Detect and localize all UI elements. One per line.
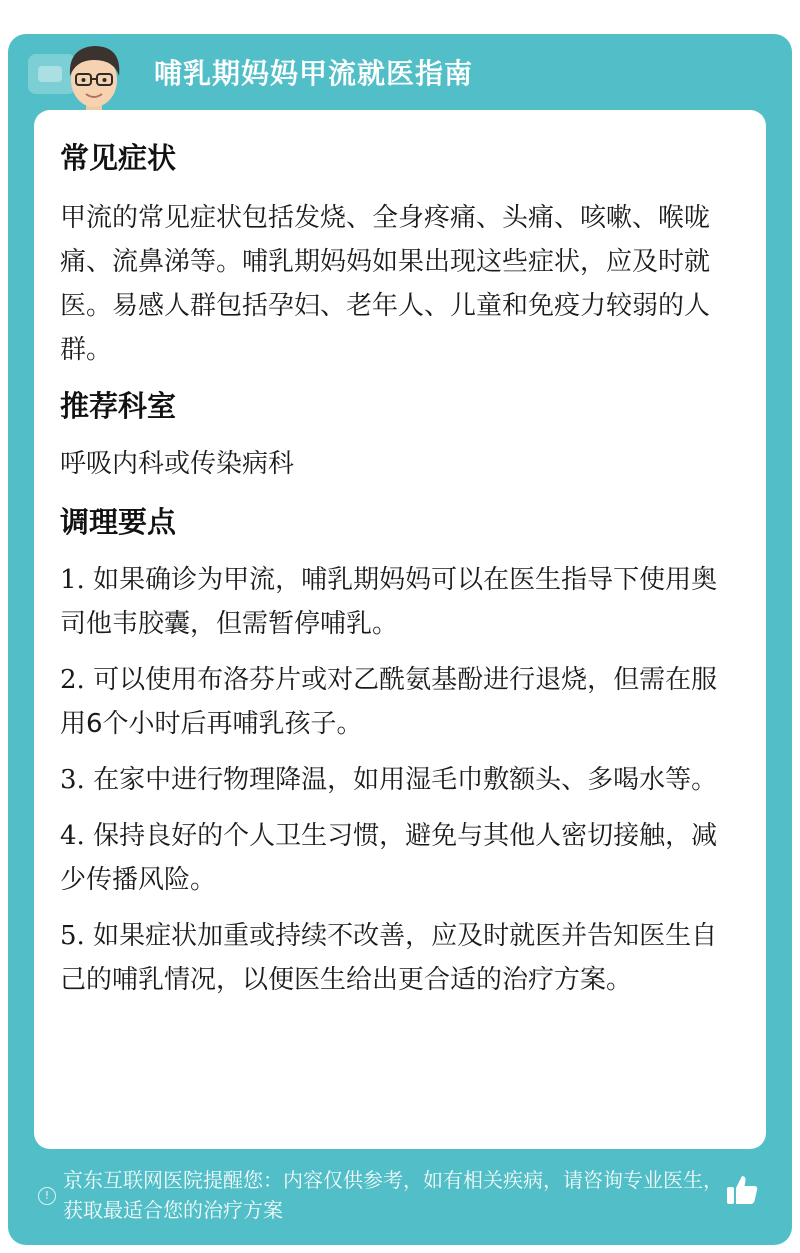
list-item-text: 在家中进行物理降温，如用湿毛巾敷额头、多喝水等。 [93, 765, 718, 795]
care-heading: 调理要点 [60, 505, 177, 539]
list-item-text: 保持良好的个人卫生习惯，避免与其他人密切接触，减少传播风险。 [60, 821, 718, 895]
footer [8, 1150, 792, 1245]
info-icon: ! [38, 1187, 56, 1205]
care-list [60, 558, 740, 1002]
list-item [60, 758, 740, 802]
list-item-text: 如果确诊为甲流，哺乳期妈妈可以在医生指导下使用奥司他韦胶囊，但需暂停哺乳。 [60, 565, 718, 639]
page-title: 哺乳期妈妈甲流就医指南 [154, 57, 474, 90]
list-item [60, 658, 740, 746]
list-item [60, 558, 740, 646]
department-heading: 推荐科室 [60, 389, 177, 423]
list-item [60, 914, 740, 1002]
list-item-text: 如果症状加重或持续不改善，应及时就医并告知医生自己的哺乳情况，以便医生给出更合适的治疗方案。 [60, 921, 718, 995]
list-item-number: 3. [60, 765, 85, 795]
disclaimer-text: 京东互联网医院提醒您：内容仅供参考，如有相关疾病，请咨询专业医生，获取最适合您的治疗方案 [63, 1168, 723, 1222]
list-item-number: 2. [60, 665, 85, 695]
symptoms-heading: 常见症状 [60, 141, 177, 175]
list-item-number: 1. [60, 565, 85, 595]
list-item-text: 可以使用布洛芬片或对乙酰氨基酚进行退烧，但需在服用6个小时后再哺乳孩子。 [60, 665, 718, 739]
list-item [60, 814, 740, 902]
list-item-number: 5. [60, 921, 85, 951]
list-item-number: 4. [60, 821, 85, 851]
department-text: 呼吸内科或传染病科 [60, 449, 295, 479]
header [8, 34, 792, 110]
symptoms-text: 甲流的常见症状包括发烧、全身疼痛、头痛、咳嗽、喉咙痛、流鼻涕等。哺乳期妈妈如果出现这些症状，应及时就医。易感人群包括孕妇、老年人、儿童和免疫力较弱的人群。 [60, 203, 711, 365]
thumbs-up-icon[interactable] [724, 1172, 760, 1208]
content-card [34, 110, 766, 1149]
